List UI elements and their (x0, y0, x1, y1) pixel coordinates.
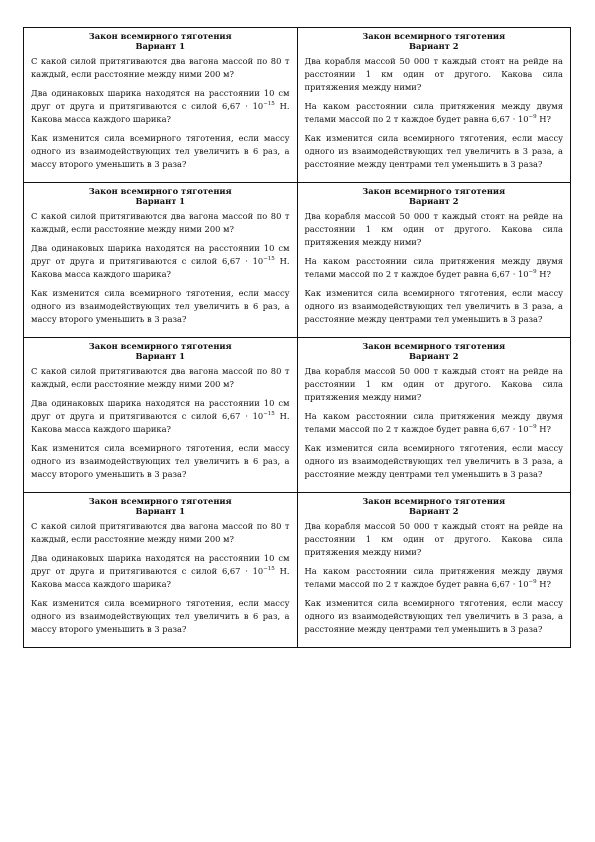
card-title: Закон всемирного тяготения (362, 496, 506, 506)
question-2-text-end: Н? (536, 114, 551, 124)
question-2-text-end: Н. Какова масса каждого шарика? (31, 411, 290, 434)
question-2 (305, 565, 564, 591)
cards-row (24, 338, 571, 493)
question-2-exponent: −15 (263, 101, 275, 108)
card-title: Закон всемирного тяготения (362, 341, 506, 351)
card-title: Закон всемирного тяготения (88, 186, 232, 196)
question-2-text-end: Н? (536, 424, 551, 434)
question-2-text: Два одинаковых шарика находятся на расстоянии 10 см друг от друга и притягиваются с силой 6,67 · 10 (31, 243, 290, 266)
question-2-exponent: −9 (528, 114, 537, 121)
card-variant-label: Вариант 1 (135, 41, 186, 51)
card-variant-1 (24, 493, 298, 648)
card-title: Закон всемирного тяготения (88, 496, 232, 506)
question-2 (31, 242, 290, 281)
card-variant-label: Вариант 1 (135, 196, 186, 206)
question-3: Как изменится сила всемирного тяготения, если массу одного из взаимодействующих тел увеличить в 6 раз, а массу второго уменьшить в 3 раза? (31, 598, 290, 634)
card-title: Закон всемирного тяготения (88, 31, 232, 41)
question-2-text: На каком расстоянии сила притяжения между двумя телами массой по 2 т каждое будет равна 6,67 · 10 (304, 256, 563, 279)
card-title: Закон всемирного тяготения (362, 31, 506, 41)
question-2-text: Два одинаковых шарика находятся на расстоянии 10 см друг от друга и притягиваются с силой 6,67 · 10 (31, 398, 290, 421)
card-title: Закон всемирного тяготения (88, 341, 232, 351)
question-3: Как изменится сила всемирного тяготения, если массу одного из взаимодействующих тел увеличить в 6 раз, а массу второго уменьшить в 3 раза? (31, 443, 290, 479)
question-2-exponent: −9 (528, 579, 537, 586)
question-2-text: На каком расстоянии сила притяжения между двумя телами массой по 2 т каждое будет равна 6,67 · 10 (304, 411, 563, 434)
question-3: Как изменится сила всемирного тяготения, если массу одного из взаимодействующих тел увеличить в 3 раза, а расстояние между центрами тел уменьшить в 3 раза? (304, 443, 563, 479)
question-2-text-end: Н. Какова масса каждого шарика? (31, 256, 290, 279)
question-1: С какой силой притягиваются два вагона массой по 80 т каждый, если расстояние между ними 200 м? (31, 521, 290, 544)
question-2-text: Два одинаковых шарика находятся на расстоянии 10 см друг от друга и притягиваются с силой 6,67 · 10 (31, 88, 290, 111)
question-1: С какой силой притягиваются два вагона массой по 80 т каждый, если расстояние между ними 200 м? (31, 56, 290, 79)
question-2-exponent: −15 (263, 411, 275, 418)
question-2 (305, 255, 564, 281)
question-3: Как изменится сила всемирного тяготения, если массу одного из взаимодействующих тел увеличить в 3 раза, а расстояние между центрами тел уменьшить в 3 раза? (304, 133, 563, 169)
question-2-text: На каком расстоянии сила притяжения между двумя телами массой по 2 т каждое будет равна 6,67 · 10 (304, 101, 563, 124)
question-1: Два корабля массой 50 000 т каждый стоят на рейде на расстоянии 1 км один от другого. Какова сила притяжения между ними? (304, 211, 563, 247)
question-2-exponent: −9 (528, 424, 537, 431)
question-3: Как изменится сила всемирного тяготения, если массу одного из взаимодействующих тел увеличить в 6 раз, а массу второго уменьшить в 3 раза? (31, 288, 290, 324)
question-2 (31, 552, 290, 591)
question-2-text-end: Н? (536, 269, 551, 279)
question-2-text-end: Н? (536, 579, 551, 589)
card-variant-2 (297, 338, 571, 493)
cards-row (24, 183, 571, 338)
card-variant-label: Вариант 2 (408, 506, 459, 516)
question-1: Два корабля массой 50 000 т каждый стоят на рейде на расстоянии 1 км один от другого. Какова сила притяжения между ними? (304, 521, 563, 557)
question-3: Как изменится сила всемирного тяготения, если массу одного из взаимодействующих тел увеличить в 6 раз, а массу второго уменьшить в 3 раза? (31, 133, 290, 169)
question-2-exponent: −9 (528, 269, 537, 276)
question-2-text: Два одинаковых шарика находятся на расстоянии 10 см друг от друга и притягиваются с силой 6,67 · 10 (31, 553, 290, 576)
card-variant-1 (24, 338, 298, 493)
card-variant-label: Вариант 2 (408, 351, 459, 361)
question-3: Как изменится сила всемирного тяготения, если массу одного из взаимодействующих тел увеличить в 3 раза, а расстояние между центрами тел уменьшить в 3 раза? (304, 288, 563, 324)
question-2-exponent: −15 (263, 256, 275, 263)
question-1: Два корабля массой 50 000 т каждый стоят на рейде на расстоянии 1 км один от другого. Какова сила притяжения между ними? (304, 56, 563, 92)
question-2 (305, 410, 564, 436)
question-1: Два корабля массой 50 000 т каждый стоят на рейде на расстоянии 1 км один от другого. Какова сила притяжения между ними? (304, 366, 563, 402)
cards-row (24, 28, 571, 183)
question-1: С какой силой притягиваются два вагона массой по 80 т каждый, если расстояние между ними 200 м? (31, 366, 290, 389)
cards-row (24, 493, 571, 648)
card-variant-label: Вариант 1 (135, 506, 186, 516)
card-variant-label: Вариант 2 (408, 196, 459, 206)
card-variant-2 (297, 183, 571, 338)
question-2 (31, 87, 290, 126)
question-2 (305, 100, 564, 126)
question-3: Как изменится сила всемирного тяготения, если массу одного из взаимодействующих тел увеличить в 3 раза, а расстояние между центрами тел уменьшить в 3 раза? (304, 598, 563, 634)
card-variant-label: Вариант 1 (135, 351, 186, 361)
question-2-text-end: Н. Какова масса каждого шарика? (31, 566, 290, 589)
card-variant-label: Вариант 2 (408, 41, 459, 51)
cards-sheet (23, 27, 571, 648)
card-variant-2 (297, 28, 571, 183)
question-2 (31, 397, 290, 436)
card-variant-2 (297, 493, 571, 648)
question-1: С какой силой притягиваются два вагона массой по 80 т каждый, если расстояние между ними 200 м? (31, 211, 290, 234)
question-2-exponent: −15 (263, 566, 275, 573)
question-2-text: На каком расстоянии сила притяжения между двумя телами массой по 2 т каждое будет равна 6,67 · 10 (304, 566, 563, 589)
question-2-text-end: Н. Какова масса каждого шарика? (31, 101, 290, 124)
card-variant-1 (24, 183, 298, 338)
card-title: Закон всемирного тяготения (362, 186, 506, 196)
card-variant-1 (24, 28, 298, 183)
cards-sheet-body (24, 28, 571, 648)
